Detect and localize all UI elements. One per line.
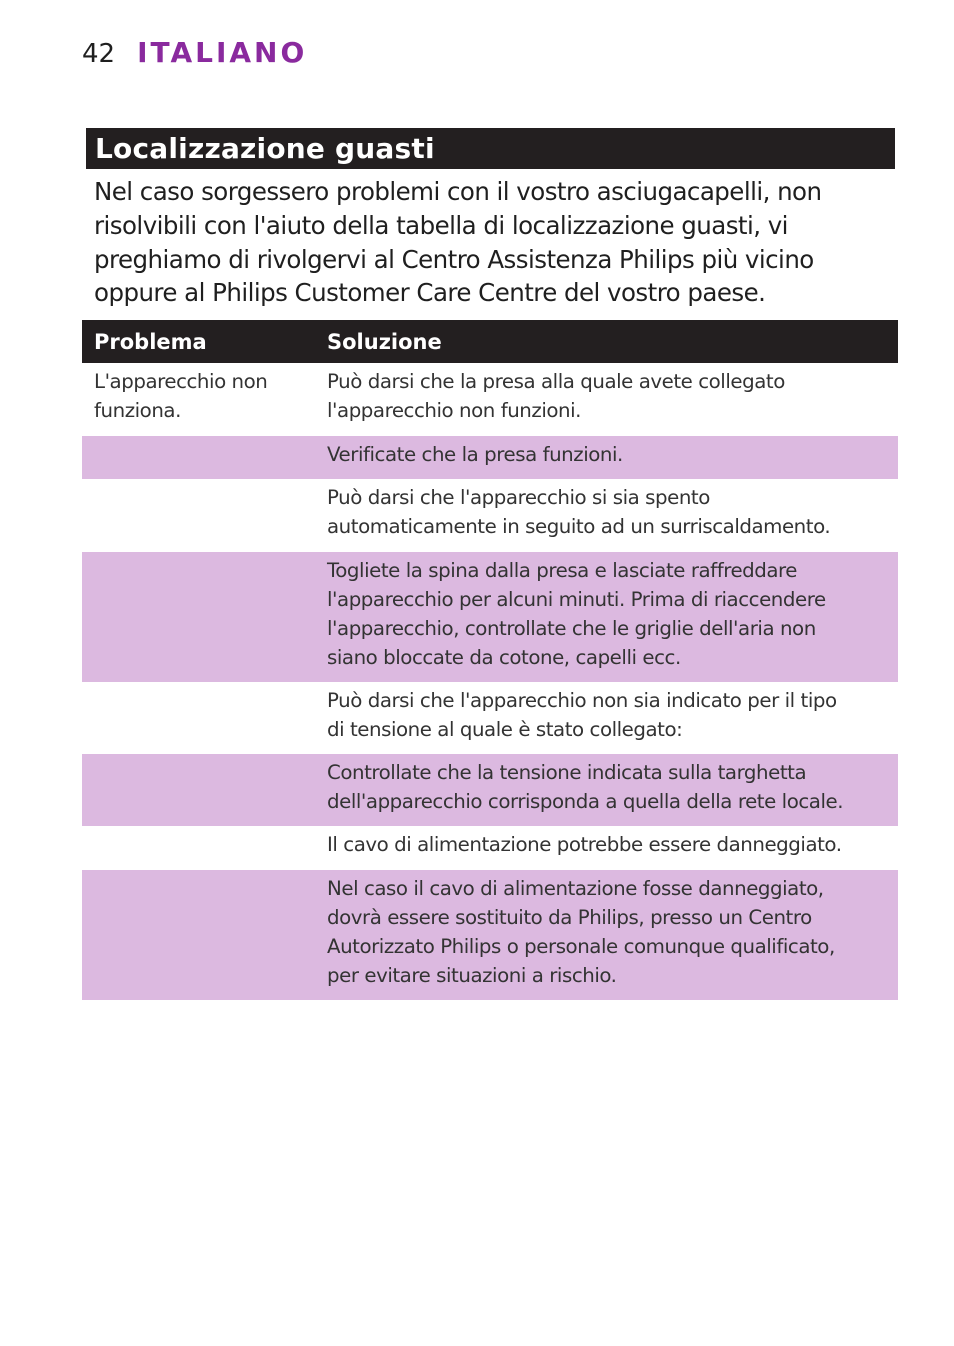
solution-line: Verificate che la presa funzioni. xyxy=(327,443,623,466)
solution-line: dell'apparecchio corrisponda a quella della rete locale. xyxy=(327,790,844,813)
solution-line: l'apparecchio, controllate che le griglie dell'aria non xyxy=(327,617,816,640)
table-row xyxy=(82,754,898,826)
intro-line: oppure al Philips Customer Care Centre del vostro paese. xyxy=(94,278,766,308)
page-number: 42 xyxy=(82,39,116,69)
problem-line: funziona. xyxy=(94,399,181,422)
problem-cell xyxy=(82,367,327,425)
solution-cell xyxy=(327,483,898,541)
solution-cell xyxy=(327,440,898,469)
solution-line: Può darsi che l'apparecchio non sia indicato per il tipo xyxy=(327,689,837,712)
solution-line: dovrà essere sostituito da Philips, presso un Centro xyxy=(327,906,812,929)
table-row xyxy=(82,682,898,754)
section-title: Localizzazione guasti xyxy=(95,132,435,165)
solution-line: Togliete la spina dalla presa e lasciate raffreddare xyxy=(327,559,798,582)
table-row xyxy=(82,436,898,479)
page-header xyxy=(82,36,307,72)
table-row xyxy=(82,363,898,436)
solution-line: di tensione al quale è stato collegato: xyxy=(327,718,683,741)
table-row xyxy=(82,552,898,682)
solution-line: per evitare situazioni a rischio. xyxy=(327,964,617,987)
table-row xyxy=(82,479,898,552)
solution-cell xyxy=(327,686,898,744)
solution-line: Può darsi che la presa alla quale avete collegato xyxy=(327,370,785,393)
table-row xyxy=(82,870,898,1000)
solution-line: automaticamente in seguito ad un surriscaldamento. xyxy=(327,515,831,538)
solution-line: Nel caso il cavo di alimentazione fosse danneggiato, xyxy=(327,877,824,900)
table-header-row xyxy=(82,320,898,363)
intro-line: preghiamo di rivolgervi al Centro Assistenza Philips più vicino xyxy=(94,244,814,274)
solution-line: Autorizzato Philips o personale comunque qualificato, xyxy=(327,935,835,958)
intro-paragraph xyxy=(94,175,894,310)
solution-cell xyxy=(327,556,898,672)
solution-line: l'apparecchio non funzioni. xyxy=(327,399,581,422)
troubleshooting-table xyxy=(82,320,898,1000)
solution-line: Può darsi che l'apparecchio si sia spento xyxy=(327,486,710,509)
table-row xyxy=(82,826,898,870)
problem-line: L'apparecchio non xyxy=(94,370,268,393)
section-title-bar xyxy=(86,128,895,169)
solution-line: l'apparecchio per alcuni minuti. Prima di riaccendere xyxy=(327,588,826,611)
language-label: ITALIANO xyxy=(137,36,308,69)
solution-line: siano bloccate da cotone, capelli ecc. xyxy=(327,646,681,669)
solution-cell xyxy=(327,874,898,990)
solution-line: Controllate che la tensione indicata sulla targhetta xyxy=(327,761,807,784)
solution-cell xyxy=(327,830,898,859)
column-header-problem: Problema xyxy=(94,329,207,354)
intro-line: risolvibili con l'aiuto della tabella di localizzazione guasti, vi xyxy=(94,210,788,240)
solution-line: Il cavo di alimentazione potrebbe essere danneggiato. xyxy=(327,833,842,856)
intro-line: Nel caso sorgessero problemi con il vostro asciugacapelli, non xyxy=(94,177,822,206)
solution-cell xyxy=(327,367,898,425)
solution-cell xyxy=(327,758,898,816)
column-header-solution: Soluzione xyxy=(327,329,442,354)
